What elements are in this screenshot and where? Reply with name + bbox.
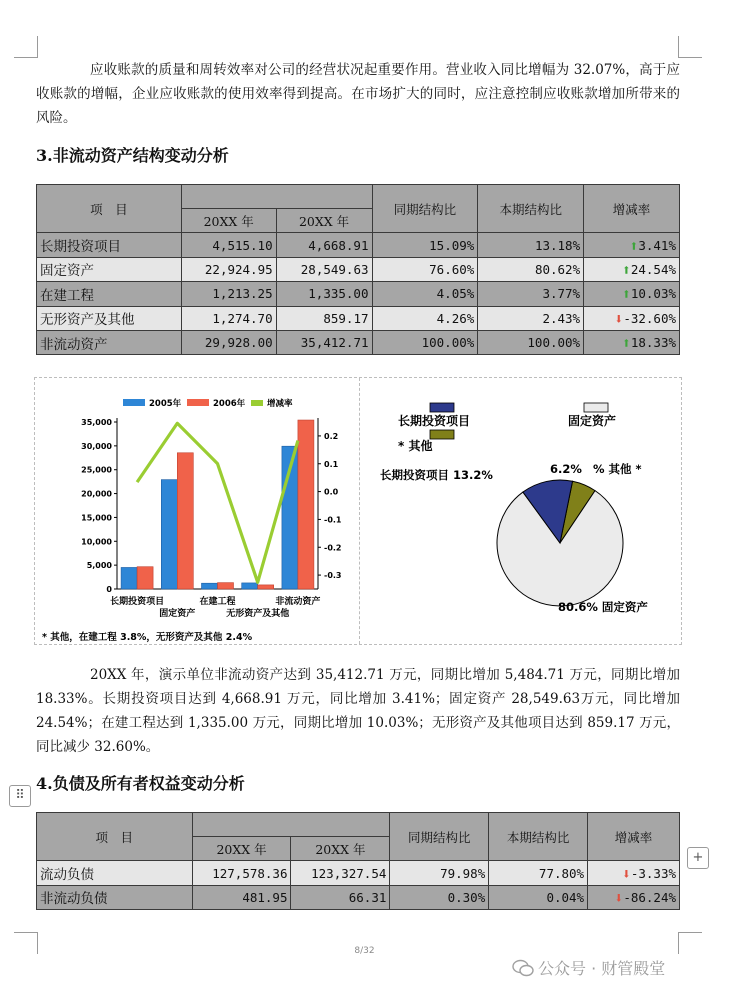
header-change-rate: 增减率	[588, 813, 680, 861]
header-year-1: 20XX 年	[192, 837, 291, 861]
page-number: 8/32	[354, 946, 375, 956]
y-tick-label: 0	[106, 585, 112, 594]
change-rate-cell	[584, 306, 680, 330]
change-rate-value: -3.33%	[630, 865, 676, 881]
y-tick-label: 15,000	[81, 513, 112, 523]
table-row	[37, 233, 680, 257]
header-year-group	[181, 185, 372, 209]
ratio-cur-cell: 77.80%	[489, 861, 588, 885]
legend-label: 增减率	[267, 399, 293, 409]
arrow-up-icon: ⬆	[621, 334, 631, 353]
legend-label: 固定资产	[568, 414, 617, 428]
slice-label-other-pct: 6.2%	[550, 462, 582, 476]
change-rate-cell	[588, 885, 680, 909]
value-cur-cell: 28,549.63	[276, 257, 372, 281]
wechat-icon	[512, 959, 534, 977]
category-label: 无形资产及其他	[226, 609, 290, 619]
ratio-cur-cell: 100.00%	[478, 330, 584, 354]
legend-swatch	[430, 430, 454, 439]
ratio-cur-cell: 80.62%	[478, 257, 584, 281]
table-row	[37, 306, 680, 330]
legend-swatch	[187, 399, 209, 406]
y2-tick-label: -0.3	[324, 571, 342, 581]
category-label: 非流动资产	[275, 597, 321, 607]
y-tick-label: 10,000	[81, 537, 112, 547]
category-label: 长期投资项目	[110, 597, 165, 607]
slice-label-other-name: % 其他 *	[593, 462, 642, 476]
legend-label: * 其他	[398, 439, 433, 453]
y-tick-label: 20,000	[81, 489, 112, 499]
value-cur-cell: 859.17	[276, 306, 372, 330]
change-rate-value: 18.33%	[630, 335, 676, 351]
change-rate-value: 24.54%	[630, 261, 676, 277]
y2-tick-label: 0.0	[324, 487, 339, 497]
slice-label-fixed: 80.6% 固定资产	[558, 600, 648, 614]
change-rate-value: -32.60%	[623, 310, 676, 326]
change-rate-value: 3.41%	[638, 237, 676, 253]
header-year-group	[192, 813, 390, 837]
ratio-prev-cell: 0.30%	[390, 885, 489, 909]
header-year-2: 20XX 年	[291, 837, 390, 861]
ratio-prev-cell: 4.26%	[372, 306, 478, 330]
value-prev-cell: 29,928.00	[181, 330, 276, 354]
row-name-cell: 固定资产	[37, 257, 182, 281]
non-current-assets-table	[36, 184, 680, 355]
bar	[298, 420, 314, 589]
change-rate-cell	[584, 282, 680, 306]
section-heading-3: 3.非流动资产结构变动分析	[36, 146, 229, 165]
ratio-cur-cell: 0.04%	[489, 885, 588, 909]
paragraph-receivables: 应收账款的质量和周转效率对公司的经营状况起重要作用。营业收入同比增幅为 32.07%，高于应收账款的增幅，企业应收账款的使用效率得到提高。在市场扩大的同时，应注意控制应收账款增加所带来的风险。	[36, 62, 680, 126]
bar	[177, 453, 193, 589]
legend-swatch	[251, 400, 263, 406]
legend-label: 长期投资项目	[398, 414, 471, 428]
value-prev-cell: 22,924.95	[181, 257, 276, 281]
header-change-rate: 增减率	[584, 185, 680, 233]
legend-swatch	[430, 403, 454, 412]
row-name-cell: 非流动负债	[37, 885, 193, 909]
crop-mark-top-left	[14, 36, 38, 58]
y2-tick-label: 0.2	[324, 431, 339, 441]
category-label: 在建工程	[199, 597, 236, 607]
value-prev-cell: 4,515.10	[181, 233, 276, 257]
header-year-1: 20XX 年	[181, 209, 276, 233]
bar	[121, 567, 137, 589]
table-row	[37, 282, 680, 306]
header-item: 项 目	[37, 185, 182, 233]
bar	[218, 583, 234, 589]
y-tick-label: 5,000	[86, 561, 112, 571]
row-name-cell: 流动负债	[37, 861, 193, 885]
legend-label: 2005年	[149, 399, 182, 409]
ratio-prev-cell: 100.00%	[372, 330, 478, 354]
y-tick-label: 35,000	[81, 418, 112, 427]
header-prev-ratio: 同期结构比	[372, 185, 478, 233]
arrow-up-icon: ⬆	[629, 236, 639, 255]
row-name-cell: 长期投资项目	[37, 233, 182, 257]
value-cur-cell: 4,668.91	[276, 233, 372, 257]
ratio-prev-cell: 79.98%	[390, 861, 489, 885]
paragraph-analysis: 20XX 年，演示单位非流动资产达到 35,412.71 万元，同期比增加 5,484.71 万元，同期比增加 18.33%。长期投资项目达到 4,668.91 万元，同比增加 3.41%；固定资产 28,549.63万元，同比增加 24.54%；在建工程达到 1,335.00 万元，同期比增加 10.03%；无形资产及其他项目达到 859.17 万元，同比减少 32.60%。	[36, 667, 680, 755]
table-row	[37, 330, 680, 354]
value-prev-cell: 127,578.36	[192, 861, 291, 885]
value-cur-cell: 1,335.00	[276, 282, 372, 306]
table-row	[37, 257, 680, 281]
value-cur-cell: 35,412.71	[276, 330, 372, 354]
table-row	[37, 861, 680, 885]
table-row	[37, 885, 680, 909]
change-rate-value: 10.03%	[630, 286, 676, 302]
header-cur-ratio: 本期结构比	[489, 813, 588, 861]
category-label: 固定资产	[159, 609, 196, 619]
value-cur-cell: 123,327.54	[291, 861, 390, 885]
change-rate-cell	[584, 330, 680, 354]
arrow-down-icon: ⬇	[614, 309, 624, 328]
value-prev-cell: 481.95	[192, 885, 291, 909]
pie-footnote: * 其他，在建工程 3.8%，无形资产及其他 2.4%	[42, 632, 253, 643]
add-row-button[interactable]: +	[687, 847, 709, 869]
change-rate-cell	[588, 861, 680, 885]
crop-mark-top-right	[678, 36, 702, 58]
bar	[258, 585, 274, 589]
charts-frame	[34, 377, 682, 645]
y2-tick-label: 0.1	[324, 459, 339, 469]
arrow-down-icon: ⬇	[614, 888, 624, 907]
y2-tick-label: -0.1	[324, 515, 342, 525]
legend-label: 2006年	[213, 399, 246, 409]
ratio-cur-cell: 13.18%	[478, 233, 584, 257]
table-move-handle[interactable]: ⠿	[9, 785, 31, 807]
change-rate-value: -86.24%	[623, 889, 676, 905]
bar	[242, 583, 258, 589]
y-tick-label: 25,000	[81, 465, 112, 475]
section-heading-4: 4.负债及所有者权益变动分析	[36, 774, 245, 793]
ratio-prev-cell: 4.05%	[372, 282, 478, 306]
header-item: 项 目	[37, 813, 193, 861]
bar	[137, 567, 153, 589]
y2-tick-label: -0.2	[324, 543, 342, 553]
arrow-up-icon: ⬆	[621, 285, 631, 304]
y-tick-label: 30,000	[81, 441, 112, 451]
value-prev-cell: 1,213.25	[181, 282, 276, 306]
watermark	[512, 956, 665, 979]
bar	[202, 583, 218, 589]
legend-swatch	[584, 403, 608, 412]
ratio-cur-cell: 3.77%	[478, 282, 584, 306]
header-prev-ratio: 同期结构比	[390, 813, 489, 861]
arrow-down-icon: ⬇	[621, 864, 631, 883]
value-cur-cell: 66.31	[291, 885, 390, 909]
ratio-prev-cell: 15.09%	[372, 233, 478, 257]
arrow-up-icon: ⬆	[621, 260, 631, 279]
row-name-cell: 非流动资产	[37, 330, 182, 354]
header-year-2: 20XX 年	[276, 209, 372, 233]
legend-swatch	[123, 399, 145, 406]
ratio-prev-cell: 76.60%	[372, 257, 478, 281]
header-cur-ratio: 本期结构比	[478, 185, 584, 233]
ratio-cur-cell: 2.43%	[478, 306, 584, 330]
change-rate-cell	[584, 233, 680, 257]
slice-label-investment: 长期投资项目 13.2%	[380, 468, 493, 482]
row-name-cell: 在建工程	[37, 282, 182, 306]
row-name-cell: 无形资产及其他	[37, 306, 182, 330]
bar	[161, 480, 177, 589]
change-rate-cell	[584, 257, 680, 281]
watermark-text: 公众号 · 财管殿堂	[538, 959, 666, 978]
bar-line-chart	[35, 378, 357, 644]
liabilities-table	[36, 812, 680, 910]
value-prev-cell: 1,274.70	[181, 306, 276, 330]
